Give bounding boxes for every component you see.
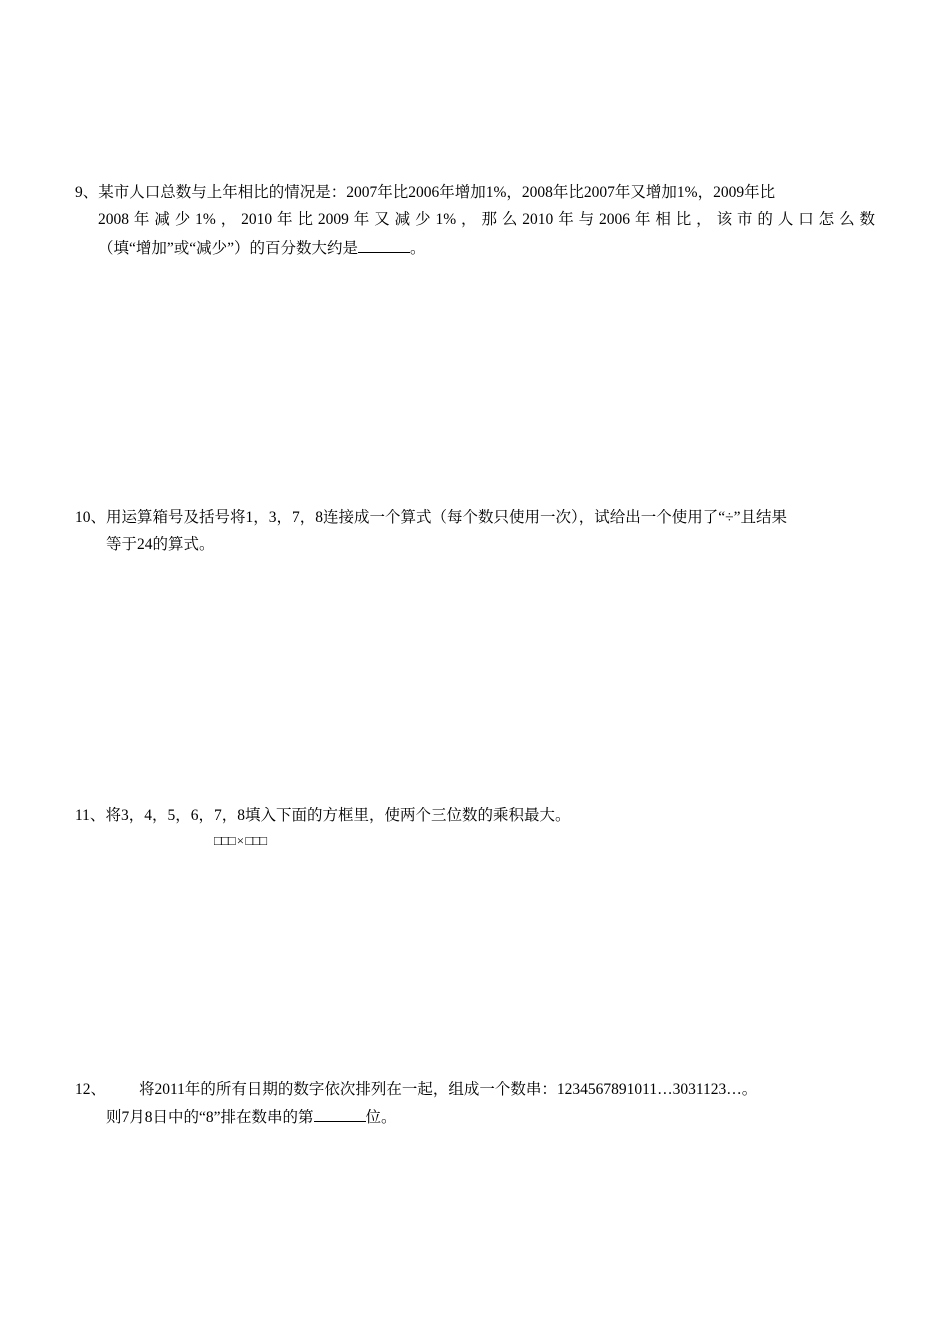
question-9-line-1 [75, 183, 875, 203]
box-expression: □□□ × □□□ [214, 833, 266, 848]
question-text-end: 。 [410, 240, 426, 257]
question-9-line-3 [98, 238, 426, 259]
question-text: 则7月8日中的“8”排在数串的第 [106, 1109, 314, 1126]
question-number: 11、 [75, 807, 106, 824]
answer-blank [358, 238, 410, 253]
question-number: 10、 [75, 509, 107, 526]
question-9-line-2: 2008年减少1%，2010年比2009年又减少1%，那么2010年与2006年相比，该市的人口怎么数 [98, 211, 875, 228]
question-10-line-1 [75, 508, 875, 528]
question-12-number: 12、 [75, 1081, 107, 1098]
question-text-end: 位。 [365, 1109, 397, 1126]
answer-blank [314, 1107, 366, 1122]
question-text: 某市人口总数与上年相比的情况是：2007年比2006年增加1%，2008年比2007年又增加1%，2009年比 [98, 184, 776, 201]
question-text: 将3，4，5，6，7，8填入下面的方框里，使两个三位数的乘积最大。 [105, 807, 571, 824]
question-text: 用运算箱号及括号将1，3，7，8连接成一个算式（每个数只使用一次），试给出一个使用了“÷”且结果 [106, 509, 788, 526]
question-text: （填“增加”或“减少”）的百分数大约是 [98, 240, 359, 257]
question-12-line-2 [106, 1107, 397, 1128]
question-11-line-1 [75, 806, 570, 826]
question-number: 9、 [75, 184, 99, 201]
question-12-line-1: 将2011年的所有日期的数字依次排列在一起，组成一个数串：1234567891011…3031123…。 [139, 1081, 758, 1098]
question-10-line-2: 等于24的算式。 [106, 536, 215, 553]
